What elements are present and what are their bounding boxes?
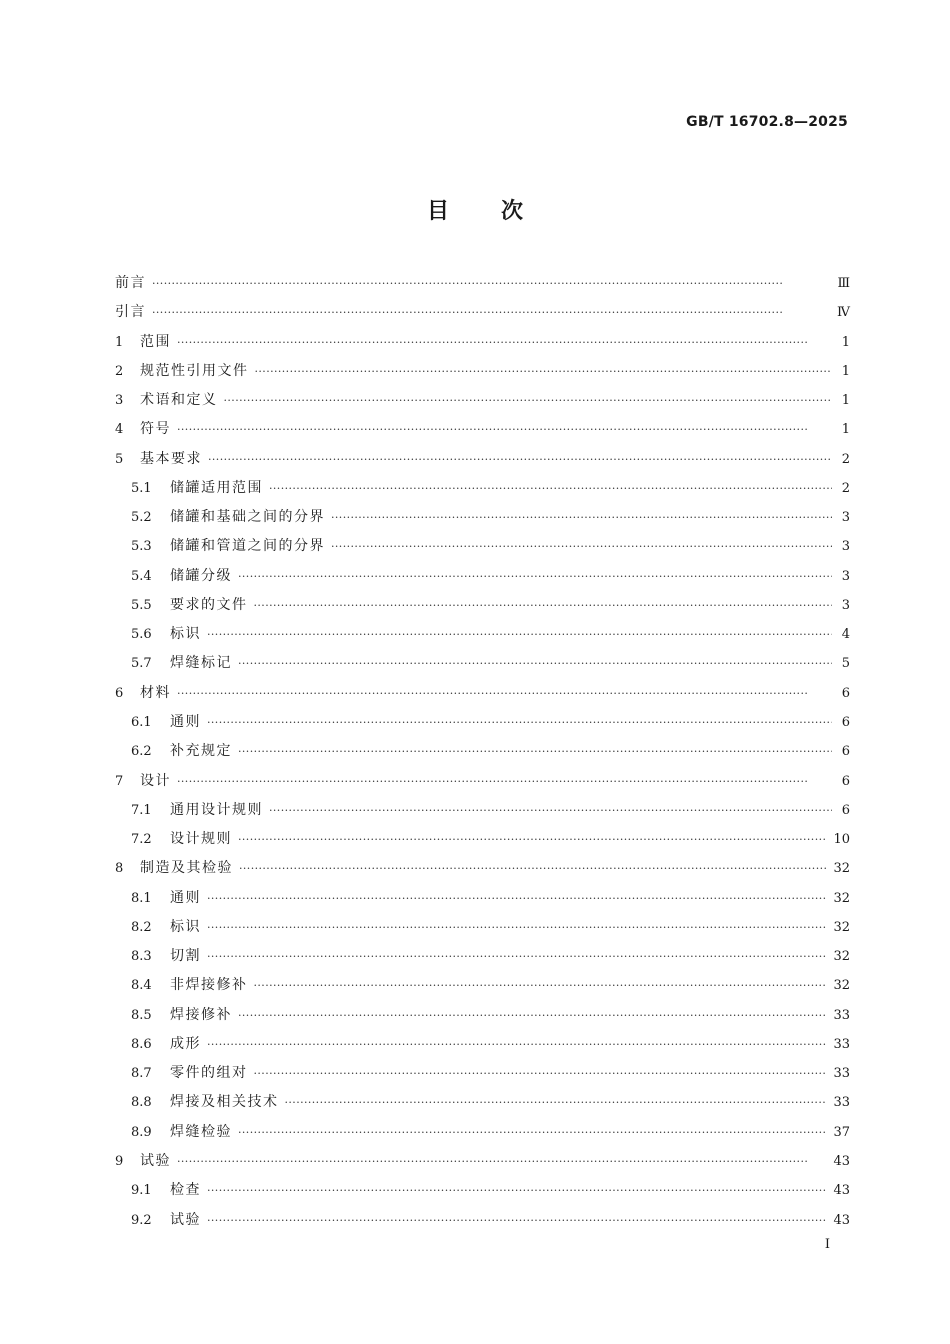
toc-entry-page: 3 bbox=[841, 568, 850, 584]
toc-entry[interactable] bbox=[115, 767, 850, 796]
toc-leader-dots bbox=[331, 532, 832, 561]
toc-leader-dots bbox=[207, 913, 827, 942]
toc-entry[interactable] bbox=[115, 1147, 850, 1176]
toc-entry[interactable] bbox=[115, 1118, 850, 1147]
toc-entry-page: 6 bbox=[841, 714, 850, 730]
toc-entry-label: 通则 bbox=[170, 889, 201, 906]
toc-entry[interactable] bbox=[115, 591, 850, 620]
toc-entry[interactable] bbox=[115, 269, 850, 298]
toc-entry-label: 制造及其检验 bbox=[140, 860, 233, 877]
toc-entry[interactable] bbox=[115, 1176, 850, 1205]
toc-list bbox=[115, 269, 850, 1235]
toc-entry-number: 7.1 bbox=[131, 802, 152, 818]
toc-leader-dots bbox=[238, 737, 832, 766]
toc-entry[interactable] bbox=[115, 679, 850, 708]
toc-entry-label: 前言 bbox=[115, 275, 146, 291]
toc-entry-number: 8 bbox=[115, 861, 124, 877]
toc-entry[interactable] bbox=[115, 854, 850, 883]
toc-entry-label: 检查 bbox=[170, 1182, 201, 1199]
toc-entry[interactable] bbox=[115, 620, 850, 649]
toc-entry-page: 3 bbox=[841, 597, 850, 613]
toc-entry-number: 5.3 bbox=[131, 539, 152, 555]
toc-entry-number: 8.4 bbox=[131, 978, 152, 994]
toc-entry[interactable] bbox=[115, 825, 850, 854]
toc-entry-number: 9.1 bbox=[131, 1183, 152, 1199]
toc-entry[interactable] bbox=[115, 942, 850, 971]
toc-entry-number: 3 bbox=[115, 393, 124, 409]
toc-entry-number: 8.9 bbox=[131, 1124, 152, 1140]
toc-leader-dots bbox=[254, 971, 828, 1000]
toc-entry-page: 32 bbox=[833, 949, 850, 965]
toc-entry-page: 32 bbox=[833, 978, 850, 994]
toc-leader-dots bbox=[207, 1176, 827, 1205]
toc-entry[interactable] bbox=[115, 386, 850, 415]
toc-entry[interactable] bbox=[115, 708, 850, 737]
toc-title-char-1: 目 bbox=[426, 199, 449, 224]
toc-entry-page: 1 bbox=[841, 334, 850, 350]
toc-entry-label: 试验 bbox=[170, 1211, 201, 1228]
toc-entry-number: 6 bbox=[115, 685, 124, 701]
toc-leader-dots bbox=[177, 415, 832, 444]
toc-entry-page: 2 bbox=[841, 480, 850, 496]
toc-entry-label: 成形 bbox=[170, 1035, 201, 1052]
toc-entry-label: 规范性引用文件 bbox=[140, 362, 249, 379]
toc-leader-dots bbox=[177, 1147, 827, 1176]
toc-entry[interactable] bbox=[115, 1001, 850, 1030]
toc-leader-dots bbox=[269, 796, 832, 825]
toc-entry-number: 9.2 bbox=[131, 1212, 152, 1228]
toc-leader-dots bbox=[238, 1001, 827, 1030]
toc-entry-label: 焊接修补 bbox=[170, 1006, 232, 1023]
toc-leader-dots bbox=[152, 298, 831, 327]
toc-entry[interactable] bbox=[115, 445, 850, 474]
toc-entry-page: 3 bbox=[841, 539, 850, 555]
toc-entry-page: Ⅲ bbox=[837, 276, 850, 291]
toc-entry-number: 8.7 bbox=[131, 1066, 152, 1082]
toc-leader-dots bbox=[207, 708, 832, 737]
toc-entry-number: 8.6 bbox=[131, 1036, 152, 1052]
toc-entry[interactable] bbox=[115, 532, 850, 561]
toc-entry-page: 3 bbox=[841, 510, 850, 526]
toc-entry[interactable] bbox=[115, 474, 850, 503]
toc-entry-page: 4 bbox=[841, 627, 850, 643]
toc-entry[interactable] bbox=[115, 1059, 850, 1088]
toc-entry-page: 1 bbox=[841, 393, 850, 409]
toc-entry[interactable] bbox=[115, 298, 850, 327]
toc-entry-page: 43 bbox=[833, 1183, 850, 1199]
toc-leader-dots bbox=[207, 884, 827, 913]
toc-leader-dots bbox=[177, 679, 832, 708]
toc-title-char-2: 次 bbox=[501, 199, 524, 224]
toc-entry-number: 6.2 bbox=[131, 744, 152, 760]
toc-entry-label: 焊缝标记 bbox=[170, 655, 232, 672]
toc-entry-page: 6 bbox=[841, 744, 850, 760]
toc-entry-number: 8.5 bbox=[131, 1007, 152, 1023]
toc-entry-number: 8.2 bbox=[131, 919, 152, 935]
toc-entry[interactable] bbox=[115, 649, 850, 678]
toc-entry-label: 焊接及相关技术 bbox=[170, 1094, 279, 1111]
toc-entry-number: 5 bbox=[115, 451, 124, 467]
toc-entry-page: 43 bbox=[833, 1153, 850, 1169]
toc-entry-page: 33 bbox=[833, 1095, 850, 1111]
toc-entry-page: Ⅳ bbox=[837, 305, 850, 321]
toc-entry-page: 6 bbox=[841, 685, 850, 701]
toc-entry[interactable] bbox=[115, 913, 850, 942]
toc-entry[interactable] bbox=[115, 796, 850, 825]
toc-entry-number: 5.1 bbox=[131, 480, 152, 496]
toc-entry-label: 切割 bbox=[170, 948, 201, 965]
toc-entry[interactable] bbox=[115, 1030, 850, 1059]
toc-entry-page: 43 bbox=[833, 1212, 850, 1228]
toc-entry-number: 8.1 bbox=[131, 890, 152, 906]
toc-entry-label: 引言 bbox=[115, 304, 146, 321]
toc-entry[interactable] bbox=[115, 562, 850, 591]
toc-leader-dots bbox=[238, 562, 832, 591]
page-folio: I bbox=[824, 1237, 830, 1252]
toc-leader-dots bbox=[207, 620, 832, 649]
toc-entry-label: 通用设计规则 bbox=[170, 801, 263, 818]
toc-entry-page: 6 bbox=[841, 773, 850, 789]
standard-code: GB/T 16702.8—2025 bbox=[686, 114, 848, 130]
toc-entry-number: 8.8 bbox=[131, 1095, 152, 1111]
toc-entry-label: 标识 bbox=[170, 626, 201, 643]
toc-leader-dots bbox=[208, 445, 832, 474]
toc-entry[interactable] bbox=[115, 415, 850, 444]
toc-entry-label: 非焊接修补 bbox=[170, 977, 248, 994]
toc-entry-number: 5.2 bbox=[131, 510, 152, 526]
toc-entry[interactable] bbox=[115, 737, 850, 766]
toc-leader-dots bbox=[177, 328, 832, 357]
toc-entry-label: 符号 bbox=[140, 421, 171, 438]
toc-entry-number: 5.7 bbox=[131, 656, 152, 672]
toc-leader-dots bbox=[285, 1088, 828, 1117]
toc-leader-dots bbox=[238, 1118, 827, 1147]
toc-leader-dots bbox=[238, 825, 827, 854]
toc-entry-number: 9 bbox=[115, 1153, 124, 1169]
toc-entry-number: 5.4 bbox=[131, 568, 152, 584]
toc-leader-dots bbox=[331, 503, 832, 532]
toc-leader-dots bbox=[207, 942, 827, 971]
toc-leader-dots bbox=[207, 1030, 827, 1059]
toc-entry-label: 储罐和管道之间的分界 bbox=[170, 538, 325, 555]
toc-entry-label: 设计 bbox=[140, 772, 171, 789]
toc-entry-label: 储罐适用范围 bbox=[170, 479, 263, 496]
toc-entry-number: 2 bbox=[115, 363, 124, 379]
toc-entry-number: 5.6 bbox=[131, 627, 152, 643]
toc-entry-label: 补充规定 bbox=[170, 743, 232, 760]
toc-entry[interactable] bbox=[115, 1088, 850, 1117]
toc-entry-number: 5.5 bbox=[131, 597, 152, 613]
toc-entry[interactable] bbox=[115, 328, 850, 357]
toc-entry-page: 6 bbox=[841, 802, 850, 818]
toc-entry-label: 标识 bbox=[170, 918, 201, 935]
toc-entry[interactable] bbox=[115, 1206, 850, 1235]
toc-entry[interactable] bbox=[115, 884, 850, 913]
toc-entry-label: 基本要求 bbox=[140, 450, 202, 467]
toc-entry-page: 37 bbox=[833, 1124, 850, 1140]
toc-entry-page: 1 bbox=[841, 422, 850, 438]
toc-entry-page: 33 bbox=[833, 1007, 850, 1023]
toc-entry-number: 8.3 bbox=[131, 949, 152, 965]
toc-entry-number: 7.2 bbox=[131, 832, 152, 848]
toc-leader-dots bbox=[255, 357, 833, 386]
toc-leader-dots bbox=[239, 854, 827, 883]
toc-entry-page: 1 bbox=[841, 363, 850, 379]
toc-entry-label: 储罐和基础之间的分界 bbox=[170, 509, 325, 526]
toc-entry-label: 要求的文件 bbox=[170, 596, 248, 613]
toc-entry-label: 术语和定义 bbox=[140, 392, 218, 409]
toc-entry-page: 33 bbox=[833, 1066, 850, 1082]
toc-entry-label: 试验 bbox=[140, 1152, 171, 1169]
toc-entry-label: 储罐分级 bbox=[170, 567, 232, 584]
toc-leader-dots bbox=[207, 1206, 827, 1235]
toc-entry-page: 32 bbox=[833, 890, 850, 906]
toc-entry-number: 4 bbox=[115, 422, 124, 438]
toc-leader-dots bbox=[224, 386, 833, 415]
toc-entry-page: 5 bbox=[841, 656, 850, 672]
toc-leader-dots bbox=[152, 269, 831, 298]
toc-entry[interactable] bbox=[115, 971, 850, 1000]
toc-title bbox=[0, 194, 950, 225]
toc-entry-label: 设计规则 bbox=[170, 831, 232, 848]
toc-entry-label: 零件的组对 bbox=[170, 1065, 248, 1082]
toc-leader-dots bbox=[269, 474, 832, 503]
toc-entry-page: 2 bbox=[841, 451, 850, 467]
toc-entry-label: 焊缝检验 bbox=[170, 1123, 232, 1140]
toc-entry-page: 32 bbox=[833, 861, 850, 877]
toc-leader-dots bbox=[254, 591, 833, 620]
toc-entry-page: 32 bbox=[833, 919, 850, 935]
toc-entry-number: 6.1 bbox=[131, 714, 152, 730]
toc-entry-page: 10 bbox=[833, 832, 850, 848]
toc-entry-label: 材料 bbox=[140, 684, 171, 701]
toc-entry-label: 范围 bbox=[140, 333, 171, 350]
toc-entry-page: 33 bbox=[833, 1036, 850, 1052]
toc-entry-label: 通则 bbox=[170, 713, 201, 730]
toc-leader-dots bbox=[177, 767, 832, 796]
toc-entry[interactable] bbox=[115, 503, 850, 532]
toc-entry-number: 1 bbox=[115, 334, 124, 350]
toc-leader-dots bbox=[238, 649, 832, 678]
toc-entry[interactable] bbox=[115, 357, 850, 386]
toc-entry-number: 7 bbox=[115, 773, 124, 789]
toc-leader-dots bbox=[254, 1059, 828, 1088]
